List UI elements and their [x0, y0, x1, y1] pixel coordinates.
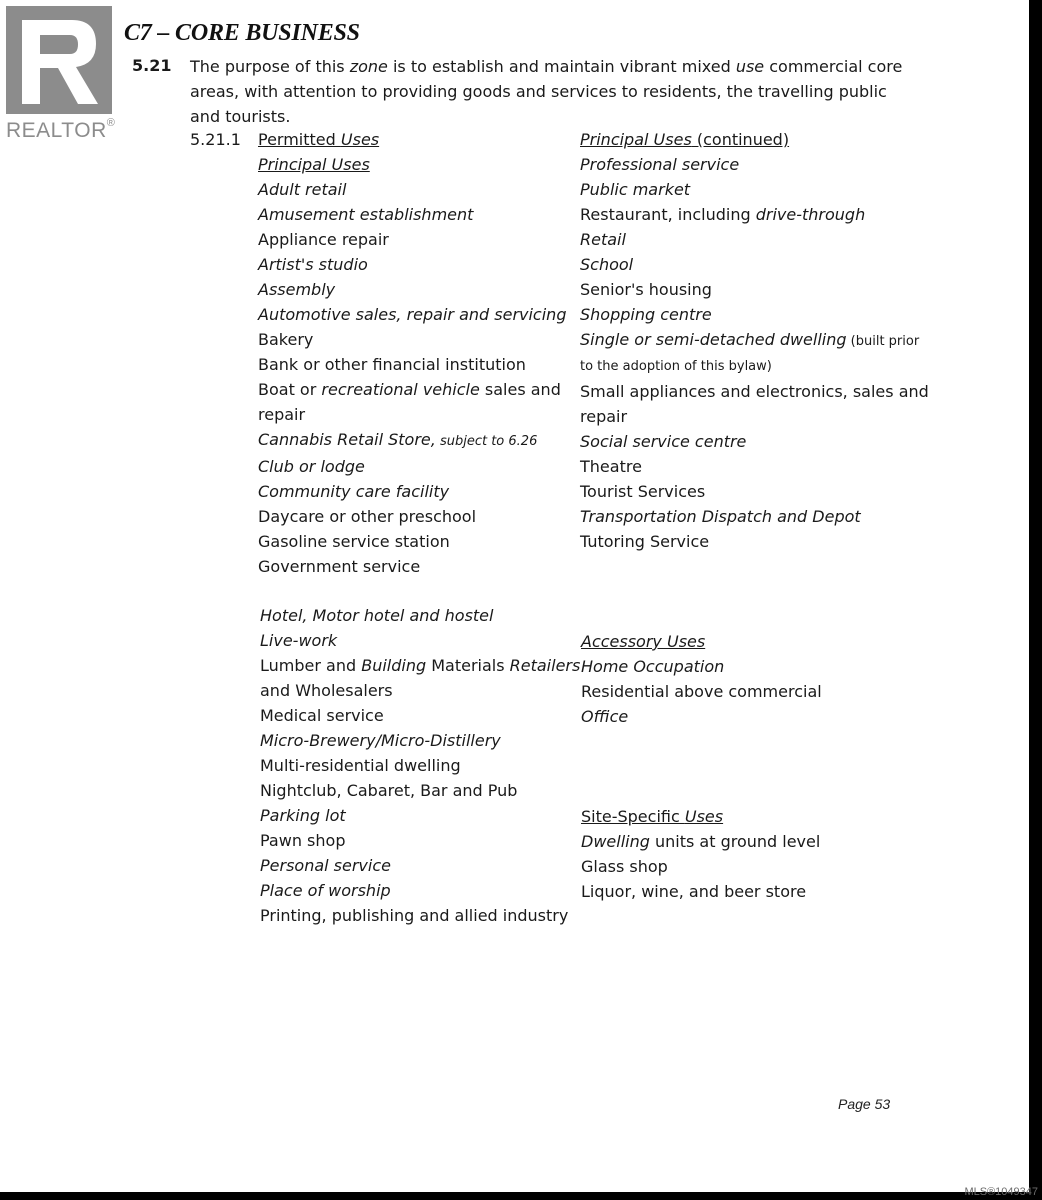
list-item-continued: repair [258, 405, 306, 424]
list-item: Gasoline service station [258, 532, 450, 551]
site-specific-uses-heading: Site-Specific Uses [581, 807, 724, 826]
list-item: Personal service [260, 856, 391, 875]
list-item: Transportation Dispatch and Depot [580, 507, 861, 526]
list-item: Club or lodge [258, 457, 365, 476]
list-item: Senior's housing [580, 280, 712, 299]
list-item: Nightclub, Cabaret, Bar and Pub [260, 781, 518, 800]
section-number: 5.21 [132, 56, 172, 75]
list-item: Hotel, Motor hotel and hostel [260, 606, 494, 625]
principal-uses-continued-list [580, 127, 929, 554]
list-item: Residential above commercial [581, 682, 822, 701]
list-item: Government service [258, 557, 421, 576]
realtor-logo [6, 6, 126, 140]
list-item: Dwelling units at ground level [581, 832, 821, 851]
purpose-paragraph: The purpose of this zone is to establish and maintain vibrant mixed use commercial core areas, with attention to providing goods and services to residents, the travelling public and tourists. [190, 57, 903, 126]
list-item: Multi-residential dwelling [260, 756, 461, 775]
list-item-continued: repair [580, 407, 628, 426]
list-item: Tutoring Service [580, 532, 710, 551]
list-item: Boat or recreational vehicle sales and [258, 380, 561, 399]
list-item: Printing, publishing and allied industry [260, 906, 569, 925]
list-item: Social service centre [580, 432, 747, 451]
principal-uses-heading: Principal Uses [258, 155, 370, 174]
list-item: Medical service [260, 706, 384, 725]
list-item: Cannabis Retail Store, subject to 6.26 [258, 430, 538, 449]
permitted-uses-list-continued [260, 603, 580, 928]
list-item: Theatre [580, 457, 642, 476]
list-item: Office [581, 707, 629, 726]
list-item: Bank or other financial institution [258, 355, 526, 374]
list-item: Pawn shop [260, 831, 346, 850]
list-item: Automotive sales, repair and servicing [258, 305, 567, 324]
list-item: Bakery [258, 330, 314, 349]
permitted-uses-list [258, 127, 566, 579]
list-item: School [580, 255, 634, 274]
list-item: Appliance repair [258, 230, 389, 249]
accessory-uses-list [581, 629, 822, 729]
list-item: Home Occupation [581, 657, 725, 676]
list-item: Single or semi-detached dwelling (built prior [580, 330, 920, 349]
list-item-continued: to the adoption of this bylaw) [580, 359, 772, 374]
list-item: Public market [580, 180, 691, 199]
list-item: Community care facility [258, 482, 450, 501]
subsection-number: 5.21.1 [190, 130, 241, 149]
accessory-uses-heading: Accessory Uses [581, 632, 706, 651]
mls-watermark: MLS®1049347 [964, 1186, 1038, 1198]
permitted-uses-heading: Permitted Uses [258, 130, 380, 149]
list-item: Live-work [260, 631, 338, 650]
list-item: Professional service [580, 155, 740, 174]
list-item: Amusement establishment [258, 205, 474, 224]
list-item: Adult retail [258, 180, 347, 199]
list-item: Glass shop [581, 857, 668, 876]
list-item: Tourist Services [580, 482, 706, 501]
list-item: Restaurant, including drive-through [580, 205, 866, 224]
list-item: Lumber and Building Materials Retailers [260, 656, 581, 675]
list-item-continued: and Wholesalers [260, 681, 393, 700]
realtor-r-icon [6, 6, 112, 114]
site-specific-uses-list [581, 804, 820, 904]
zone-title: C7 – CORE BUSINESS [124, 20, 360, 46]
realtor-wordmark: REALTOR® [6, 117, 116, 142]
list-item: Micro-Brewery/Micro-Distillery [260, 731, 501, 750]
list-item: Parking lot [260, 806, 346, 825]
page-number: Page 53 [838, 1096, 891, 1112]
list-item: Small appliances and electronics, sales and [580, 382, 929, 401]
principal-uses-continued-heading: Principal Uses (continued) [580, 130, 790, 149]
list-item: Daycare or other preschool [258, 507, 477, 526]
list-item: Liquor, wine, and beer store [581, 882, 807, 901]
list-item: Artist's studio [258, 255, 368, 274]
list-item: Retail [580, 230, 626, 249]
list-item: Shopping centre [580, 305, 712, 324]
list-item: Assembly [258, 280, 336, 299]
list-item: Place of worship [260, 881, 391, 900]
